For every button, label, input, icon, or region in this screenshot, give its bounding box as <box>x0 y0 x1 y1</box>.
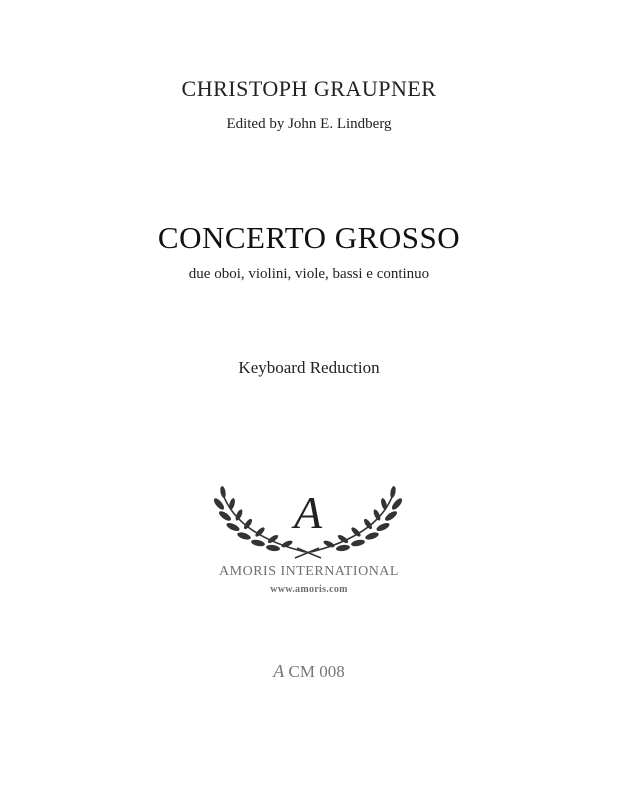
catalog-mark: A <box>273 661 285 681</box>
laurel-wreath-icon <box>213 482 403 562</box>
editor-credit: Edited by John E. Lindberg <box>226 116 392 132</box>
publisher-name: AMORIS INTERNATIONAL <box>219 564 399 579</box>
work-title: CONCERTO GROSSO <box>157 220 461 255</box>
edition-type: Keyboard Reduction <box>238 358 380 377</box>
composer-name: CHRISTOPH GRAUPNER <box>181 76 437 101</box>
catalog-code: CM 008 <box>288 662 345 681</box>
publisher-website: www.amoris.com <box>270 584 348 595</box>
instrumentation: due oboi, violini, viole, bassi e continuo <box>188 266 430 282</box>
logo-letter: A <box>293 487 323 538</box>
publisher-logo <box>213 482 403 562</box>
catalog-number <box>0 661 618 682</box>
